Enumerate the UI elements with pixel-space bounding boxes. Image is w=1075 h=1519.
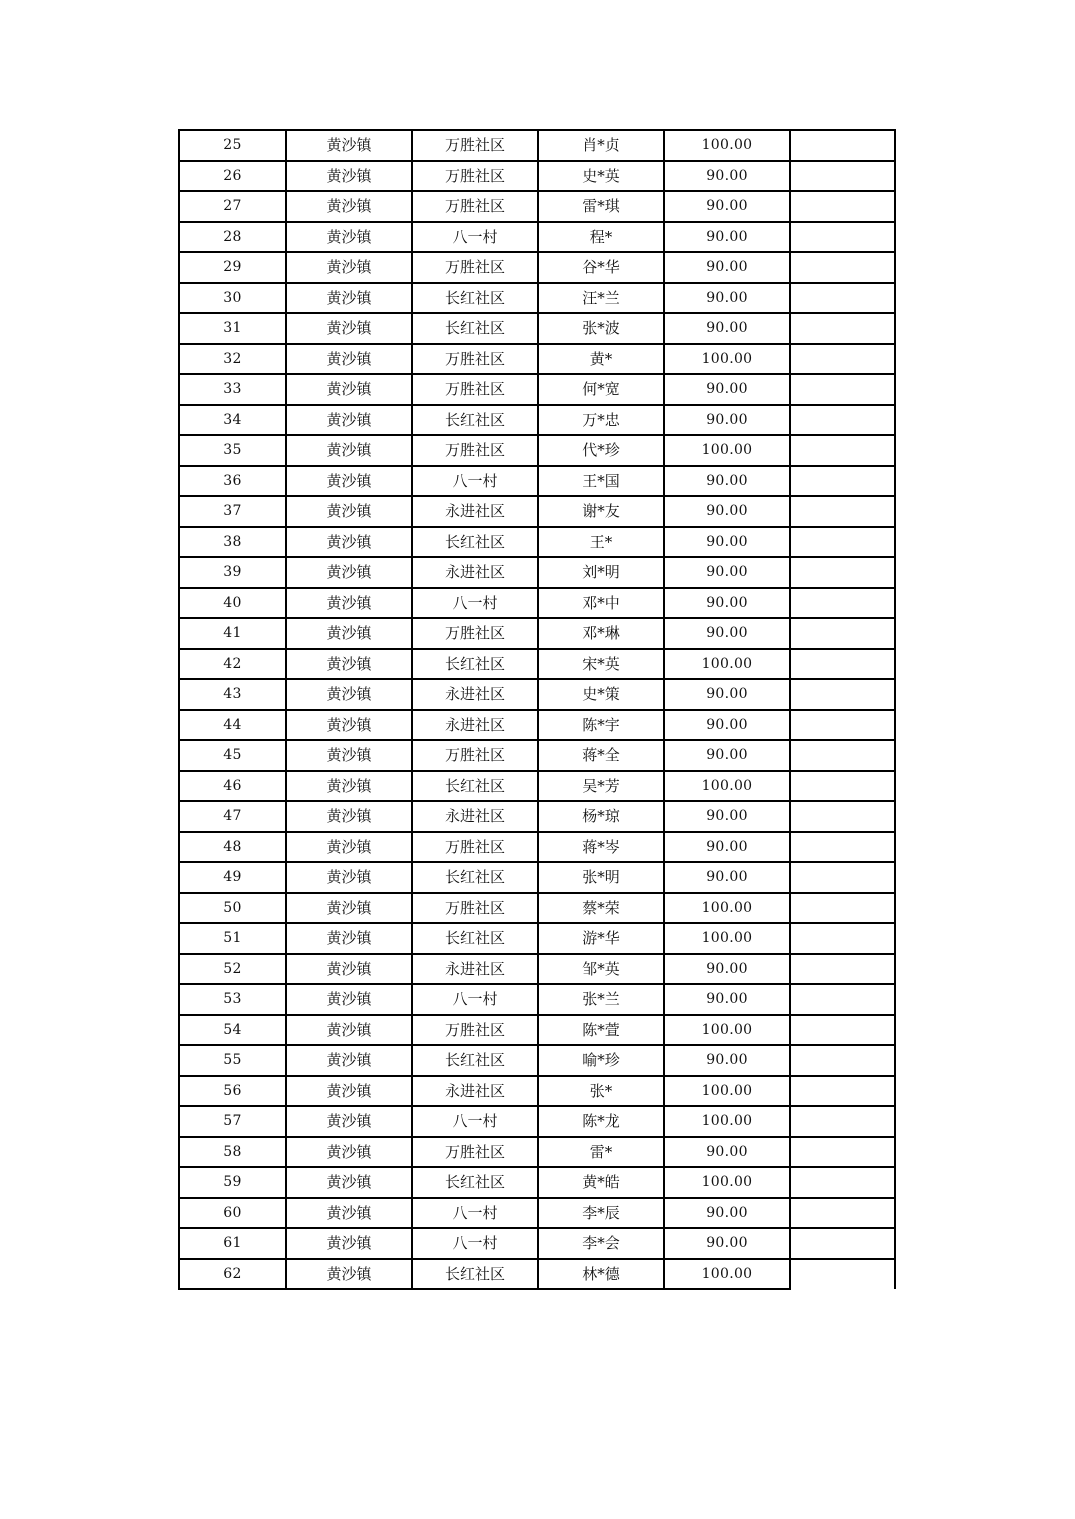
- town-cell: 黄沙镇: [286, 801, 412, 832]
- town-cell: 黄沙镇: [286, 252, 412, 283]
- note-cell: [790, 1015, 895, 1046]
- amount-cell: 100.00: [664, 1015, 790, 1046]
- village-cell: 长红社区: [412, 1259, 538, 1290]
- note-cell: [790, 649, 895, 680]
- person-name-cell: 黄*: [538, 344, 664, 375]
- note-cell: [790, 893, 895, 924]
- serial-number-cell: 52: [179, 954, 286, 985]
- serial-number-cell: 39: [179, 557, 286, 588]
- town-cell: 黄沙镇: [286, 405, 412, 436]
- town-cell: 黄沙镇: [286, 1198, 412, 1229]
- note-cell: [790, 618, 895, 649]
- person-name-cell: 刘*明: [538, 557, 664, 588]
- person-name-cell: 林*德: [538, 1259, 664, 1290]
- person-name-cell: 王*国: [538, 466, 664, 497]
- serial-number-cell: 58: [179, 1137, 286, 1168]
- person-name-cell: 李*会: [538, 1228, 664, 1259]
- town-cell: 黄沙镇: [286, 344, 412, 375]
- village-cell: 万胜社区: [412, 618, 538, 649]
- amount-cell: 100.00: [664, 893, 790, 924]
- table-row: [179, 740, 895, 771]
- serial-number-cell: 57: [179, 1106, 286, 1137]
- person-name-cell: 吴*芳: [538, 771, 664, 802]
- note-cell: [790, 283, 895, 314]
- note-cell: [790, 161, 895, 192]
- amount-cell: 90.00: [664, 191, 790, 222]
- serial-number-cell: 34: [179, 405, 286, 436]
- town-cell: 黄沙镇: [286, 588, 412, 619]
- village-cell: 八一村: [412, 1106, 538, 1137]
- serial-number-cell: 31: [179, 313, 286, 344]
- village-cell: 长红社区: [412, 771, 538, 802]
- serial-number-cell: 40: [179, 588, 286, 619]
- town-cell: 黄沙镇: [286, 710, 412, 741]
- table-row: [179, 588, 895, 619]
- serial-number-cell: 27: [179, 191, 286, 222]
- person-name-cell: 代*珍: [538, 435, 664, 466]
- village-cell: 万胜社区: [412, 1137, 538, 1168]
- village-cell: 永进社区: [412, 557, 538, 588]
- amount-cell: 100.00: [664, 771, 790, 802]
- town-cell: 黄沙镇: [286, 283, 412, 314]
- person-name-cell: 史*英: [538, 161, 664, 192]
- note-cell: [790, 1137, 895, 1168]
- table-row: [179, 1228, 895, 1259]
- note-cell: [790, 862, 895, 893]
- serial-number-cell: 44: [179, 710, 286, 741]
- table-row: [179, 557, 895, 588]
- person-name-cell: 万*忠: [538, 405, 664, 436]
- serial-number-cell: 54: [179, 1015, 286, 1046]
- person-name-cell: 谷*华: [538, 252, 664, 283]
- serial-number-cell: 55: [179, 1045, 286, 1076]
- town-cell: 黄沙镇: [286, 1167, 412, 1198]
- person-name-cell: 谢*友: [538, 496, 664, 527]
- amount-cell: 90.00: [664, 740, 790, 771]
- town-cell: 黄沙镇: [286, 1076, 412, 1107]
- note-cell: [790, 496, 895, 527]
- note-cell: [790, 374, 895, 405]
- serial-number-cell: 25: [179, 130, 286, 161]
- amount-cell: 90.00: [664, 588, 790, 619]
- village-cell: 长红社区: [412, 649, 538, 680]
- town-cell: 黄沙镇: [286, 1015, 412, 1046]
- person-name-cell: 蒋*岑: [538, 832, 664, 863]
- serial-number-cell: 45: [179, 740, 286, 771]
- table-row: [179, 1137, 895, 1168]
- table-row: [179, 191, 895, 222]
- serial-number-cell: 38: [179, 527, 286, 558]
- note-cell: [790, 832, 895, 863]
- table-row: [179, 710, 895, 741]
- roster-body: [179, 130, 895, 1289]
- village-cell: 万胜社区: [412, 832, 538, 863]
- village-cell: 长红社区: [412, 1167, 538, 1198]
- note-cell: [790, 252, 895, 283]
- village-cell: 万胜社区: [412, 130, 538, 161]
- serial-number-cell: 29: [179, 252, 286, 283]
- town-cell: 黄沙镇: [286, 527, 412, 558]
- village-cell: 八一村: [412, 984, 538, 1015]
- amount-cell: 100.00: [664, 435, 790, 466]
- village-cell: 八一村: [412, 1198, 538, 1229]
- village-cell: 长红社区: [412, 527, 538, 558]
- village-cell: 万胜社区: [412, 161, 538, 192]
- serial-number-cell: 51: [179, 923, 286, 954]
- table-row: [179, 1076, 895, 1107]
- amount-cell: 90.00: [664, 466, 790, 497]
- note-cell: [790, 740, 895, 771]
- note-cell: [790, 1106, 895, 1137]
- serial-number-cell: 46: [179, 771, 286, 802]
- amount-cell: 90.00: [664, 313, 790, 344]
- town-cell: 黄沙镇: [286, 832, 412, 863]
- amount-cell: 100.00: [664, 923, 790, 954]
- person-name-cell: 雷*: [538, 1137, 664, 1168]
- serial-number-cell: 35: [179, 435, 286, 466]
- roster-sheet: [178, 129, 894, 1366]
- serial-number-cell: 61: [179, 1228, 286, 1259]
- person-name-cell: 李*辰: [538, 1198, 664, 1229]
- town-cell: 黄沙镇: [286, 862, 412, 893]
- note-cell: [790, 191, 895, 222]
- serial-number-cell: 42: [179, 649, 286, 680]
- town-cell: 黄沙镇: [286, 496, 412, 527]
- amount-cell: 90.00: [664, 374, 790, 405]
- village-cell: 万胜社区: [412, 740, 538, 771]
- note-cell: [790, 1045, 895, 1076]
- note-cell: [790, 801, 895, 832]
- note-cell: [790, 1259, 895, 1290]
- serial-number-cell: 53: [179, 984, 286, 1015]
- table-row: [179, 1259, 895, 1290]
- serial-number-cell: 48: [179, 832, 286, 863]
- village-cell: 万胜社区: [412, 191, 538, 222]
- serial-number-cell: 43: [179, 679, 286, 710]
- town-cell: 黄沙镇: [286, 923, 412, 954]
- amount-cell: 100.00: [664, 344, 790, 375]
- serial-number-cell: 41: [179, 618, 286, 649]
- person-name-cell: 张*兰: [538, 984, 664, 1015]
- serial-number-cell: 50: [179, 893, 286, 924]
- note-cell: [790, 771, 895, 802]
- person-name-cell: 张*明: [538, 862, 664, 893]
- table-row: [179, 222, 895, 253]
- note-cell: [790, 435, 895, 466]
- roster-table: [178, 129, 896, 1290]
- serial-number-cell: 36: [179, 466, 286, 497]
- amount-cell: 100.00: [664, 649, 790, 680]
- person-name-cell: 汪*兰: [538, 283, 664, 314]
- person-name-cell: 邓*中: [538, 588, 664, 619]
- amount-cell: 90.00: [664, 527, 790, 558]
- table-row: [179, 527, 895, 558]
- amount-cell: 90.00: [664, 496, 790, 527]
- town-cell: 黄沙镇: [286, 1045, 412, 1076]
- village-cell: 长红社区: [412, 405, 538, 436]
- village-cell: 永进社区: [412, 496, 538, 527]
- person-name-cell: 王*: [538, 527, 664, 558]
- town-cell: 黄沙镇: [286, 557, 412, 588]
- amount-cell: 90.00: [664, 1045, 790, 1076]
- town-cell: 黄沙镇: [286, 984, 412, 1015]
- amount-cell: 90.00: [664, 618, 790, 649]
- note-cell: [790, 344, 895, 375]
- amount-cell: 90.00: [664, 161, 790, 192]
- village-cell: 长红社区: [412, 862, 538, 893]
- town-cell: 黄沙镇: [286, 191, 412, 222]
- table-row: [179, 344, 895, 375]
- village-cell: 永进社区: [412, 679, 538, 710]
- serial-number-cell: 26: [179, 161, 286, 192]
- table-row: [179, 984, 895, 1015]
- person-name-cell: 邓*琳: [538, 618, 664, 649]
- note-cell: [790, 222, 895, 253]
- person-name-cell: 雷*琪: [538, 191, 664, 222]
- note-cell: [790, 588, 895, 619]
- table-row: [179, 1198, 895, 1229]
- amount-cell: 100.00: [664, 1076, 790, 1107]
- note-cell: [790, 527, 895, 558]
- village-cell: 永进社区: [412, 954, 538, 985]
- village-cell: 长红社区: [412, 313, 538, 344]
- town-cell: 黄沙镇: [286, 435, 412, 466]
- village-cell: 万胜社区: [412, 374, 538, 405]
- person-name-cell: 陈*萱: [538, 1015, 664, 1046]
- table-row: [179, 252, 895, 283]
- person-name-cell: 肖*贞: [538, 130, 664, 161]
- village-cell: 万胜社区: [412, 344, 538, 375]
- table-row: [179, 161, 895, 192]
- amount-cell: 90.00: [664, 283, 790, 314]
- town-cell: 黄沙镇: [286, 679, 412, 710]
- person-name-cell: 张*波: [538, 313, 664, 344]
- table-row: [179, 771, 895, 802]
- amount-cell: 90.00: [664, 984, 790, 1015]
- table-row: [179, 923, 895, 954]
- town-cell: 黄沙镇: [286, 374, 412, 405]
- serial-number-cell: 37: [179, 496, 286, 527]
- note-cell: [790, 679, 895, 710]
- village-cell: 永进社区: [412, 710, 538, 741]
- amount-cell: 100.00: [664, 1106, 790, 1137]
- table-row: [179, 1015, 895, 1046]
- town-cell: 黄沙镇: [286, 954, 412, 985]
- person-name-cell: 陈*宇: [538, 710, 664, 741]
- town-cell: 黄沙镇: [286, 1137, 412, 1168]
- note-cell: [790, 1076, 895, 1107]
- table-row: [179, 435, 895, 466]
- amount-cell: 90.00: [664, 557, 790, 588]
- town-cell: 黄沙镇: [286, 130, 412, 161]
- amount-cell: 100.00: [664, 1167, 790, 1198]
- town-cell: 黄沙镇: [286, 313, 412, 344]
- town-cell: 黄沙镇: [286, 1106, 412, 1137]
- amount-cell: 90.00: [664, 862, 790, 893]
- serial-number-cell: 62: [179, 1259, 286, 1290]
- table-row: [179, 313, 895, 344]
- village-cell: 长红社区: [412, 283, 538, 314]
- note-cell: [790, 466, 895, 497]
- table-row: [179, 954, 895, 985]
- note-cell: [790, 1228, 895, 1259]
- amount-cell: 90.00: [664, 1228, 790, 1259]
- person-name-cell: 程*: [538, 222, 664, 253]
- table-row: [179, 405, 895, 436]
- serial-number-cell: 49: [179, 862, 286, 893]
- amount-cell: 90.00: [664, 710, 790, 741]
- note-cell: [790, 954, 895, 985]
- town-cell: 黄沙镇: [286, 771, 412, 802]
- note-cell: [790, 313, 895, 344]
- town-cell: 黄沙镇: [286, 1228, 412, 1259]
- amount-cell: 90.00: [664, 1198, 790, 1229]
- village-cell: 永进社区: [412, 801, 538, 832]
- town-cell: 黄沙镇: [286, 466, 412, 497]
- person-name-cell: 喻*珍: [538, 1045, 664, 1076]
- table-row: [179, 679, 895, 710]
- note-cell: [790, 1167, 895, 1198]
- town-cell: 黄沙镇: [286, 618, 412, 649]
- table-row: [179, 649, 895, 680]
- serial-number-cell: 30: [179, 283, 286, 314]
- serial-number-cell: 33: [179, 374, 286, 405]
- table-row: [179, 130, 895, 161]
- person-name-cell: 邹*英: [538, 954, 664, 985]
- note-cell: [790, 130, 895, 161]
- village-cell: 八一村: [412, 588, 538, 619]
- serial-number-cell: 32: [179, 344, 286, 375]
- village-cell: 八一村: [412, 466, 538, 497]
- person-name-cell: 杨*琼: [538, 801, 664, 832]
- amount-cell: 100.00: [664, 1259, 790, 1290]
- village-cell: 永进社区: [412, 1076, 538, 1107]
- table-row: [179, 832, 895, 863]
- person-name-cell: 史*策: [538, 679, 664, 710]
- note-cell: [790, 710, 895, 741]
- person-name-cell: 张*: [538, 1076, 664, 1107]
- amount-cell: 90.00: [664, 405, 790, 436]
- note-cell: [790, 405, 895, 436]
- town-cell: 黄沙镇: [286, 161, 412, 192]
- serial-number-cell: 47: [179, 801, 286, 832]
- note-cell: [790, 1198, 895, 1229]
- amount-cell: 90.00: [664, 801, 790, 832]
- table-row: [179, 893, 895, 924]
- serial-number-cell: 56: [179, 1076, 286, 1107]
- table-row: [179, 466, 895, 497]
- amount-cell: 90.00: [664, 222, 790, 253]
- town-cell: 黄沙镇: [286, 740, 412, 771]
- table-row: [179, 1045, 895, 1076]
- amount-cell: 90.00: [664, 954, 790, 985]
- person-name-cell: 蒋*全: [538, 740, 664, 771]
- note-cell: [790, 984, 895, 1015]
- town-cell: 黄沙镇: [286, 893, 412, 924]
- village-cell: 长红社区: [412, 1045, 538, 1076]
- town-cell: 黄沙镇: [286, 649, 412, 680]
- note-cell: [790, 557, 895, 588]
- village-cell: 万胜社区: [412, 252, 538, 283]
- amount-cell: 100.00: [664, 130, 790, 161]
- amount-cell: 90.00: [664, 832, 790, 863]
- table-row: [179, 1106, 895, 1137]
- person-name-cell: 陈*龙: [538, 1106, 664, 1137]
- table-row: [179, 374, 895, 405]
- town-cell: 黄沙镇: [286, 222, 412, 253]
- village-cell: 八一村: [412, 1228, 538, 1259]
- person-name-cell: 何*宽: [538, 374, 664, 405]
- serial-number-cell: 59: [179, 1167, 286, 1198]
- person-name-cell: 蔡*荣: [538, 893, 664, 924]
- table-row: [179, 618, 895, 649]
- person-name-cell: 黄*皓: [538, 1167, 664, 1198]
- person-name-cell: 宋*英: [538, 649, 664, 680]
- table-row: [179, 862, 895, 893]
- amount-cell: 90.00: [664, 252, 790, 283]
- village-cell: 万胜社区: [412, 893, 538, 924]
- note-cell: [790, 923, 895, 954]
- table-row: [179, 801, 895, 832]
- person-name-cell: 游*华: [538, 923, 664, 954]
- village-cell: 万胜社区: [412, 1015, 538, 1046]
- village-cell: 八一村: [412, 222, 538, 253]
- amount-cell: 90.00: [664, 1137, 790, 1168]
- amount-cell: 90.00: [664, 679, 790, 710]
- table-row: [179, 496, 895, 527]
- village-cell: 长红社区: [412, 923, 538, 954]
- table-row: [179, 1167, 895, 1198]
- table-row: [179, 283, 895, 314]
- village-cell: 万胜社区: [412, 435, 538, 466]
- serial-number-cell: 28: [179, 222, 286, 253]
- serial-number-cell: 60: [179, 1198, 286, 1229]
- town-cell: 黄沙镇: [286, 1259, 412, 1290]
